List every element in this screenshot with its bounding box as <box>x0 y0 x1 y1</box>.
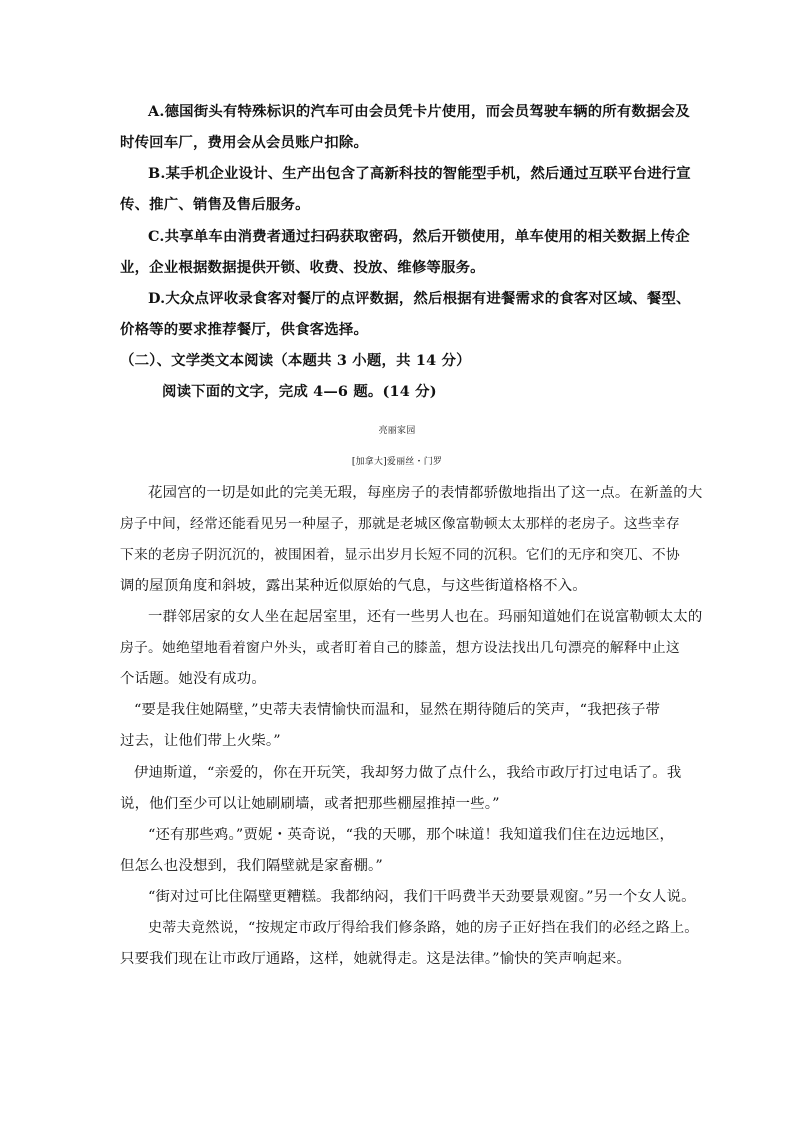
option-c-line-1: C.共享单车由消费者通过扫码获取密码，然后开锁使用，单车使用的相关数据上传企 <box>148 228 690 245</box>
paragraph-5-line-1: “还有那些鸡。”贾妮・英奇说，“我的天哪，那个味道！我知道我们住在边远地区， <box>148 827 675 843</box>
paragraph-1-line-1: 花园宫的一切是如此的完美无瑕，每座房子的表情都骄傲地指出了这一点。在新盖的大 <box>148 485 703 501</box>
paragraph-4-line-2: 说，他们至少可以让她刷刷墙，或者把那些棚屋推掉一些。” <box>120 796 500 812</box>
section-heading: （二）、文学类文本阅读（本题共 3 小题，共 14 分） <box>120 352 471 369</box>
paragraph-6-line-1: “街对过可比住隔壁更糟糕。我都纳闷，我们干吗费半天劲要景观窗。”另一个女人说。 <box>148 889 696 905</box>
option-a-line-2: 时传回车厂，费用会从会员账户扣除。 <box>120 134 369 151</box>
option-c-line-2: 业，企业根据数据提供开锁、收费、投放、维修等服务。 <box>120 259 485 276</box>
option-d-line-2: 价格等的要求推荐餐厅，供食客选择。 <box>120 321 369 338</box>
paragraph-2-line-3: 个话题。她没有成功。 <box>120 671 266 687</box>
paragraph-4-line-1: 伊迪斯道，“亲爱的，你在开玩笑，我却努力做了点什么，我给市政厅打过电话了。我 <box>134 765 682 781</box>
story-author: [加拿大]爱丽丝・门罗 <box>351 457 443 467</box>
option-d-line-1: D.大众点评收录食客对餐厅的点评数据，然后根据有进餐需求的食客对区域、餐型、 <box>148 290 691 307</box>
paragraph-7-line-2: 只要我们现在让市政厅通路，这样，她就得走。这是法律。”愉快的笑声响起来。 <box>120 951 632 967</box>
option-a-line-1: A.德国街头有特殊标识的汽车可由会员凭卡片使用，而会员驾驶车辆的所有数据会及 <box>148 103 690 120</box>
paragraph-5-line-2: 但怎么也没想到，我们隔壁就是家畜棚。” <box>120 858 383 874</box>
paragraph-1-line-3: 下来的老房子阴沉沉的，被围困着，显示出岁月长短不同的沉积。它们的无序和突兀、不协 <box>120 547 680 563</box>
paragraph-3-line-2: 过去，让他们带上火柴。” <box>120 733 281 749</box>
story-title: 亮丽家园 <box>378 426 416 436</box>
paragraph-1-line-2: 房子中间，经常还能看见另一种屋子，那就是老城区像富勒顿太太那样的老房子。这些幸存 <box>120 516 680 532</box>
option-b-line-2: 传、推广、销售及售后服务。 <box>120 196 310 213</box>
reading-instruction: 阅读下面的文字，完成 4—6 题。(14 分) <box>162 383 437 400</box>
paragraph-3-line-1: “要是我住她隔壁，”史蒂夫表情愉快而温和，显然在期待随后的笑声，“我把孩子带 <box>134 702 661 718</box>
paragraph-2-line-1: 一群邻居家的女人坐在起居室里，还有一些男人也在。玛丽知道她们在说富勒顿太太的 <box>148 609 703 625</box>
paragraph-7-line-1: 史蒂夫竟然说，“按规定市政厅得给我们修条路，她的房子正好挡在我们的必经之路上。 <box>148 920 699 936</box>
paragraph-2-line-2: 房子。她绝望地看着窗户外头，或者盯着自己的膝盖，想方设法找出几句漂亮的解释中止这 <box>120 640 680 656</box>
paragraph-1-line-4: 调的屋顶角度和斜坡，露出某种近似原始的气息，与这些街道格格不入。 <box>120 578 587 594</box>
option-b-line-1: B.某手机企业设计、生产出包含了高新科技的智能型手机，然后通过互联平台进行宣 <box>148 165 691 182</box>
